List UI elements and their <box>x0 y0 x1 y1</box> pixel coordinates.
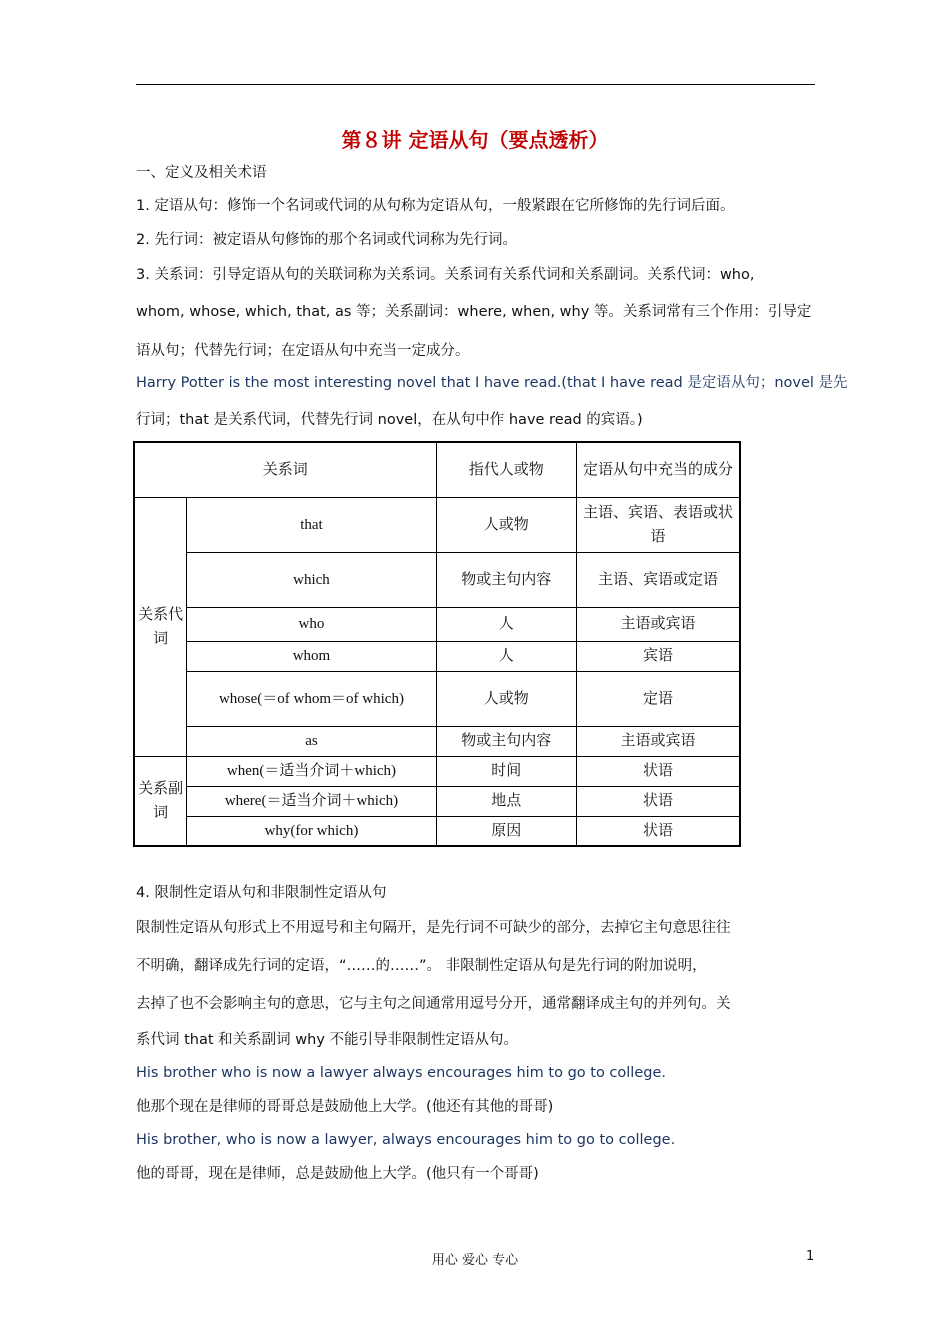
cell-word: as <box>187 726 436 756</box>
table-header-row <box>134 442 740 497</box>
table-row <box>134 641 740 671</box>
table-row <box>134 816 740 846</box>
section4-line1: 限制性定语从句形式上不用逗号和主句隔开，是先行词不可缺少的部分，去掉它主句意思往往 <box>136 920 731 936</box>
header-rule <box>136 84 815 85</box>
table-row <box>134 552 740 607</box>
table-row <box>134 726 740 756</box>
relative-words-table <box>133 441 741 847</box>
definition-2: 2. 先行词：被定语从句修饰的那个名词或代词称为先行词。 <box>136 232 517 248</box>
header-refers-to: 指代人或物 <box>436 442 576 497</box>
header-relative-word: 关系词 <box>134 442 436 497</box>
cell-refers: 人 <box>436 607 576 641</box>
definition-3-line2: whom, whose, which, that, as 等；关系副词：where, when, why 等。关系词常有三个作用：引导定 <box>136 304 812 320</box>
cell-role: 主语、宾语或定语 <box>577 552 740 607</box>
example2-chinese: 他的哥哥，现在是律师，总是鼓励他上大学。(他只有一个哥哥) <box>136 1166 539 1182</box>
cell-refers: 人或物 <box>436 497 576 552</box>
table-row <box>134 671 740 726</box>
header-clause-role: 定语从句中充当的成分 <box>577 442 740 497</box>
cell-word: that <box>187 497 436 552</box>
cell-role: 主语或宾语 <box>577 607 740 641</box>
cell-word: whose(＝of whom＝of which) <box>187 671 436 726</box>
table-row <box>134 607 740 641</box>
cell-role: 宾语 <box>577 641 740 671</box>
section4-line3: 去掉了也不会影响主句的意思，它与主句之间通常用逗号分开，通常翻译成主句的并列句。关 <box>136 996 731 1012</box>
cell-role: 主语、宾语、表语或状语 <box>577 497 740 552</box>
section4-heading: 4. 限制性定语从句和非限制性定语从句 <box>136 885 387 901</box>
group-relative-adverb: 关系副词 <box>134 756 187 846</box>
example1-english: His brother who is now a lawyer always encourages him to go to college. <box>136 1065 666 1081</box>
cell-role: 定语 <box>577 671 740 726</box>
section1-heading: 一、定义及相关术语 <box>136 165 267 181</box>
page-number: 1 <box>806 1249 815 1264</box>
cell-refers: 物或主句内容 <box>436 726 576 756</box>
cell-word: which <box>187 552 436 607</box>
cell-role: 状语 <box>577 816 740 846</box>
table-row <box>134 786 740 816</box>
example-line1: Harry Potter is the most interesting novel that I have read.(that I have read 是定语从句；novel 是先 <box>136 375 848 391</box>
section4-line2: 不明确，翻译成先行词的定语，“……的……”。 非限制性定语从句是先行词的附加说明， <box>136 958 707 974</box>
example1-chinese: 他那个现在是律师的哥哥总是鼓励他上大学。(他还有其他的哥哥) <box>136 1099 554 1115</box>
cell-refers: 人 <box>436 641 576 671</box>
definition-3-line3: 语从句；代替先行词；在定语从句中充当一定成分。 <box>136 343 470 359</box>
cell-refers: 物或主句内容 <box>436 552 576 607</box>
cell-role: 状语 <box>577 786 740 816</box>
table-row <box>134 497 740 552</box>
table-row <box>134 756 740 786</box>
definition-1: 1. 定语从句：修饰一个名词或代词的从句称为定语从句，一般紧跟在它所修饰的先行词后面。 <box>136 198 735 214</box>
example2-english: His brother, who is now a lawyer, always encourages him to go to college. <box>136 1132 676 1148</box>
cell-refers: 人或物 <box>436 671 576 726</box>
cell-word: whom <box>187 641 436 671</box>
cell-refers: 时间 <box>436 756 576 786</box>
cell-role: 状语 <box>577 756 740 786</box>
group-relative-pronoun: 关系代词 <box>134 497 187 756</box>
cell-word: why(for which) <box>187 816 436 846</box>
section4-line4: 系代词 that 和关系副词 why 不能引导非限制性定语从句。 <box>136 1032 519 1048</box>
page-title: 第８讲 定语从句（要点透析） <box>341 128 609 152</box>
cell-role: 主语或宾语 <box>577 726 740 756</box>
cell-word: when(＝适当介词＋which) <box>187 756 436 786</box>
cell-refers: 地点 <box>436 786 576 816</box>
footer-motto: 用心 爱心 专心 <box>431 1253 519 1268</box>
example-line2: 行词；that 是关系代词，代替先行词 novel，在从句中作 have read 的宾语。) <box>136 412 643 428</box>
definition-3-line1: 3. 关系词：引导定语从句的关联词称为关系词。关系词有关系代词和关系副词。关系代词：who, <box>136 267 755 283</box>
cell-refers: 原因 <box>436 816 576 846</box>
cell-word: who <box>187 607 436 641</box>
cell-word: where(＝适当介词＋which) <box>187 786 436 816</box>
